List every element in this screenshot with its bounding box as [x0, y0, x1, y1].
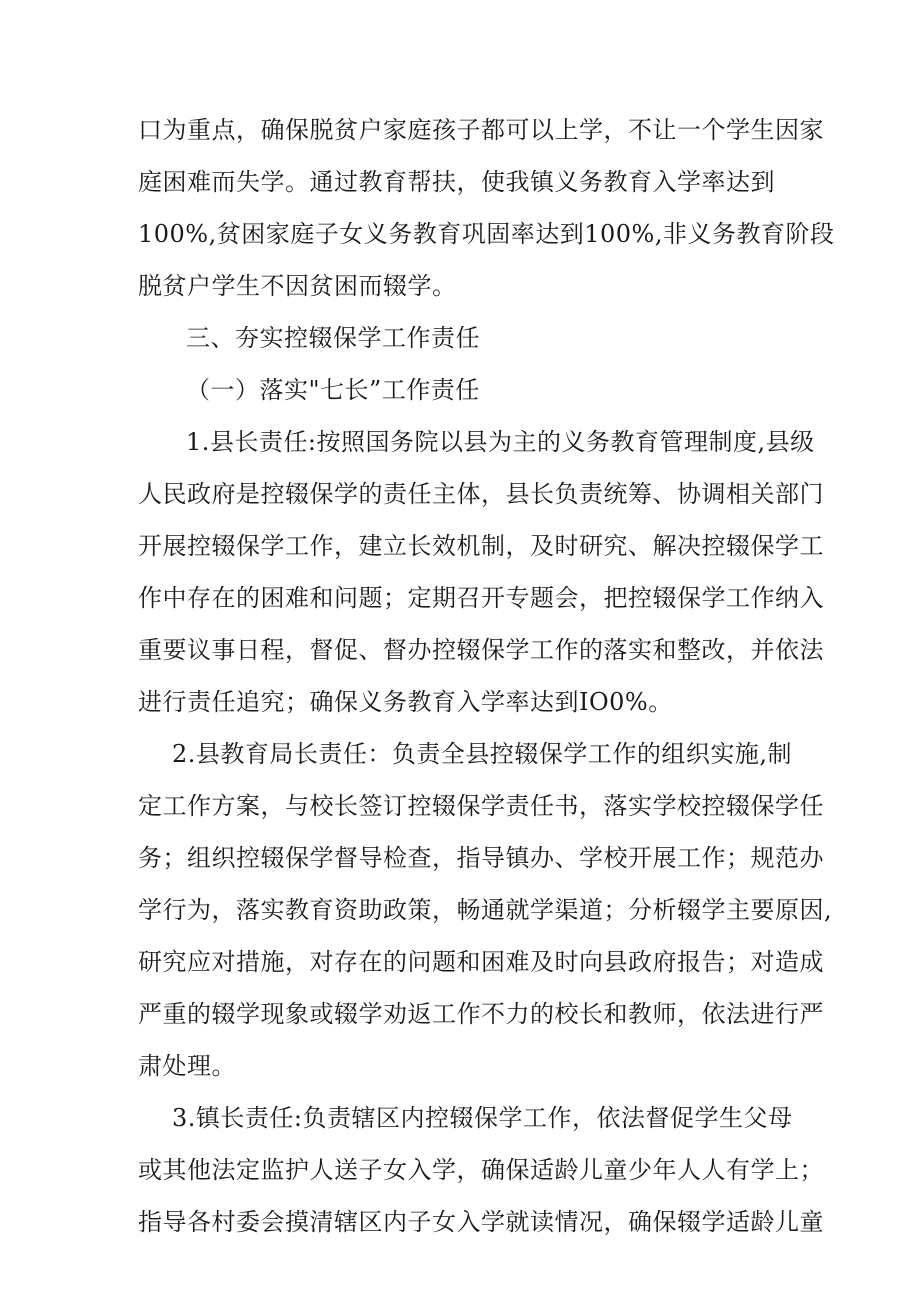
text-line: 严重的辍学现象或辍学劝返工作不力的校长和教师，依法进行严 — [138, 1000, 824, 1028]
text-line: 开展控辍保学工作，建立长效机制，及时研究、解决控辍保学工 — [138, 532, 824, 560]
text-line: 作中存在的困难和问题；定期召开专题会，把控辍保学工作纳入 — [138, 584, 824, 612]
text-line: 学行为，落实教育资助政策，畅通就学渠道；分析辍学主要原因, — [138, 896, 833, 924]
section-heading: 三、夯实控辍保学工作责任 — [186, 324, 480, 352]
text-line: 3.镇长责任:负责辖区内控辍保学工作，依法督促学生父母 — [172, 1104, 793, 1132]
text-line: 口为重点，确保脱贫户家庭孩子都可以上学，不让一个学生因家 — [138, 116, 824, 144]
subsection-heading: （一）落实"七长”工作责任 — [186, 376, 480, 404]
text-line: 100%,贫困家庭子女义务教育巩固率达到100%,非义务教育阶段 — [138, 220, 835, 248]
text-line: 务；组织控辍保学督导检查，指导镇办、学校开展工作；规范办 — [138, 844, 824, 872]
text-line: 定工作方案，与校长签订控辍保学责任书，落实学校控辍保学任 — [138, 792, 824, 820]
text-line: 肃处理。 — [138, 1052, 236, 1080]
text-line: 进行责任追究；确保义务教育入学率达到IO0%。 — [138, 688, 673, 716]
text-line: 人民政府是控辍保学的责任主体，县长负责统筹、协调相关部门 — [138, 480, 824, 508]
text-line: 指导各村委会摸清辖区内子女入学就读情况，确保辍学适龄儿童 — [138, 1208, 824, 1236]
text-line: 或其他法定监护人送子女入学，确保适龄儿童少年人人有学上； — [138, 1156, 824, 1184]
text-line: 2.县教育局长责任：负责全县控辍保学工作的组织实施,制 — [172, 740, 793, 768]
text-line: 庭困难而失学。通过教育帮扶，使我镇义务教育入学率达到 — [138, 168, 775, 196]
text-line: 研究应对措施，对存在的问题和困难及时向县政府报告；对造成 — [138, 948, 824, 976]
text-line: 重要议事日程，督促、督办控辍保学工作的落实和整改，并依法 — [138, 636, 824, 664]
text-line: 脱贫户学生不因贫困而辍学。 — [138, 272, 457, 300]
text-line: 1.县长责任:按照国务院以县为主的义务教育管理制度,县级 — [186, 428, 815, 456]
